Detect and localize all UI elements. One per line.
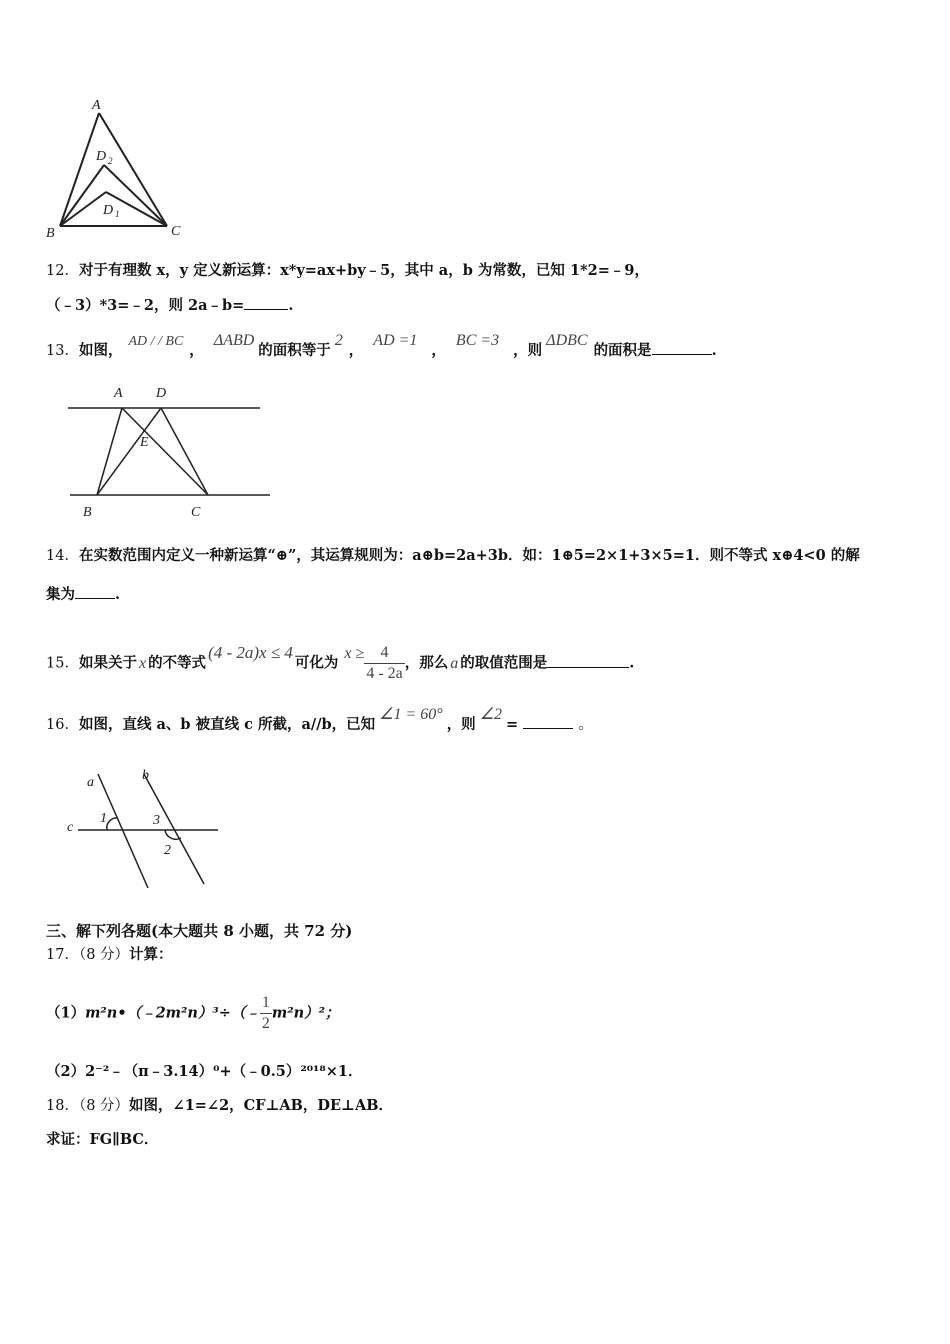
question-15: 15．如果关于 x 的不等式(4 - 2a)x ≤ 4可化为x ≥ $\frac{4}{4 - 2a}$ ，那么 a 的取值范围是 . — [46, 642, 635, 682]
question-18-proof: 求证：FG∥BC． — [46, 1131, 159, 1148]
math-angle1: ∠1 = 60° — [379, 706, 443, 723]
label-c: c — [67, 820, 74, 835]
math-fraction: $\frac{4}{4 - 2a}$ — [366, 644, 403, 682]
label-a: a — [87, 775, 94, 790]
label-D1-sub: 1 — [115, 209, 120, 219]
math-a: a — [450, 654, 459, 672]
question-16: 16．如图，直线 a、b 被直线 c 所截，a//b，已知∠1 = 60°，则∠2= 。 — [46, 706, 593, 733]
label-C: C — [171, 224, 181, 239]
question-17: 17．（8 分）计算： — [46, 946, 173, 963]
trapezoid-figure — [60, 380, 280, 525]
label-angle2: 2 — [164, 843, 171, 858]
question-17-number: 17． — [46, 947, 79, 963]
math-area-value: 2 — [334, 332, 343, 349]
question-17-part1: （1）m²n•（﹣2m²n）³÷（﹣ $\frac{1}{2}$ m²n）²； — [46, 994, 340, 1032]
math-x-geq: x ≥ — [344, 644, 365, 662]
question-12-text2: （﹣3）*3=﹣2，则 2a﹣b= — [46, 297, 245, 314]
label-D2-sub: 2 — [108, 156, 113, 166]
math-half: $\frac{1}{2}$ — [261, 994, 270, 1032]
math-bc-length: BC =3 — [455, 332, 500, 349]
math-ad-parallel-bc: AD / / BC — [128, 334, 184, 349]
label-D1: D — [103, 203, 114, 218]
question-14-number: 14． — [46, 548, 79, 564]
question-15-number: 15． — [46, 655, 79, 672]
label-D2: D — [96, 149, 107, 164]
math-ad-length: AD =1 — [373, 332, 418, 349]
triangle-figure — [40, 95, 190, 245]
label-angle3: 3 — [153, 813, 160, 828]
section-3-heading: 三、解下列各题(本大题共 8 小题，共 72 分) — [46, 922, 353, 940]
label-angle1: 1 — [100, 811, 107, 826]
question-12-number: 12． — [46, 263, 79, 279]
question-12-line1 — [46, 261, 649, 281]
question-16-number: 16． — [46, 717, 79, 733]
label-E: E — [140, 435, 149, 450]
math-inequality: (4 - 2a)x ≤ 4 — [208, 642, 293, 662]
question-13-number: 13． — [46, 343, 79, 359]
answer-blank-12[interactable] — [244, 295, 288, 310]
label-B: B — [83, 505, 92, 520]
answer-blank-14[interactable] — [75, 584, 115, 599]
math-angle2: ∠2 — [479, 706, 503, 723]
label-A: A — [114, 386, 123, 401]
label-D: D — [156, 386, 167, 401]
question-12-line2: （﹣3）*3=﹣2，则 2a﹣b= . — [46, 297, 294, 314]
question-13: 13．如图，AD / / BC，ΔABD的面积等于2，AD =1，BC =3，则ΔDBC的面积是 . — [46, 332, 717, 359]
question-17-part2: （2）2⁻²﹣（π﹣3.14）⁰+（﹣0.5）²⁰¹⁸×1． — [46, 1063, 363, 1080]
answer-blank-13[interactable] — [652, 340, 712, 355]
label-C: C — [191, 505, 201, 520]
answer-blank-16[interactable] — [523, 714, 573, 729]
parallel-lines-figure — [60, 760, 230, 895]
math-triangle-dbc: ΔDBC — [546, 332, 588, 349]
question-18: 18．（8 分）如图，∠1=∠2，CF⊥AB，DE⊥AB． — [46, 1097, 393, 1114]
label-b: b — [142, 768, 149, 783]
label-A: A — [92, 98, 101, 113]
question-14-line1: 14．在实数范围内定义一种新运算“⊕”，其运算规则为：a⊕b=2a+3b．如：1⊕5=2×1+3×5=1．则不等式 x⊕4<0 的解 — [46, 547, 860, 564]
math-x: x — [138, 654, 147, 672]
question-12-text1: 对于有理数 x，y 定义新运算：x*y=ax+by﹣5，其中 a，b 为常数，已知 1*2=﹣9， — [78, 262, 649, 279]
label-B: B — [46, 226, 55, 241]
question-14-line2: 集为 . — [46, 586, 121, 603]
question-18-number: 18． — [46, 1098, 79, 1114]
math-triangle-abd: ΔABD — [213, 332, 255, 349]
answer-blank-15[interactable] — [547, 653, 629, 668]
